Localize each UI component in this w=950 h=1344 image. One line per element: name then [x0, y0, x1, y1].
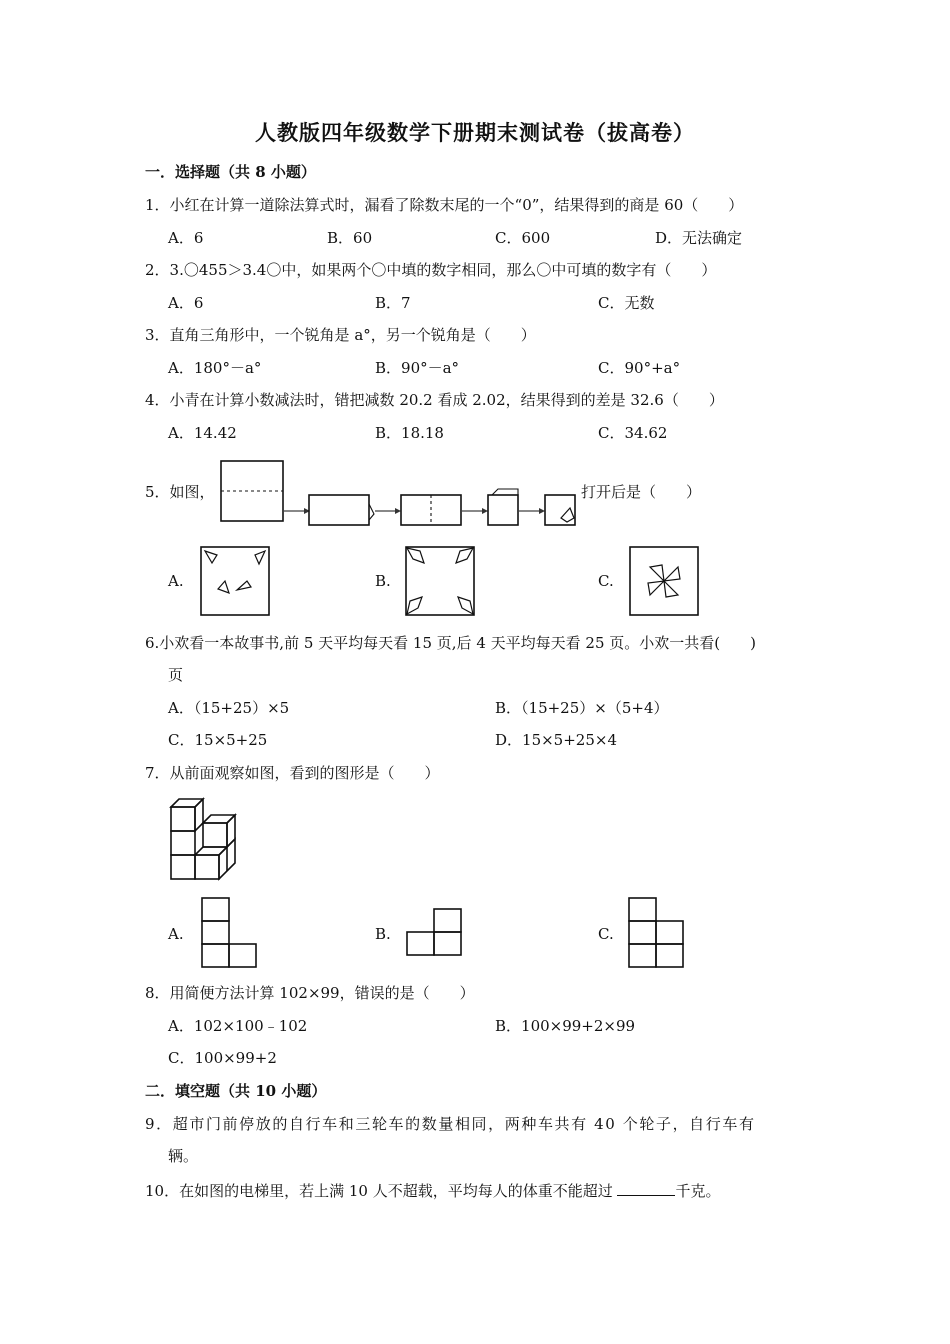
q1-option-b[interactable]: B．60 [327, 229, 373, 247]
question-9-continuation: 辆。 [168, 1147, 199, 1165]
q3-option-a[interactable]: A．180°－a° [168, 359, 262, 377]
q6-option-a[interactable]: A．（15+25）×5 [168, 699, 290, 717]
q5-option-a[interactable]: A. [168, 572, 184, 590]
q7-option-c-figure [627, 896, 687, 970]
q2-option-b[interactable]: B．7 [375, 294, 411, 312]
q6-option-b[interactable]: B．（15+25）×（5+4） [495, 699, 669, 717]
q4-option-b[interactable]: B．18.18 [375, 424, 444, 442]
question-3: 3．直角三角形中，一个锐角是 a°，另一个锐角是（ ） [145, 326, 536, 344]
q2-option-a[interactable]: A．6 [168, 294, 204, 312]
paper-folding-sequence-figure [218, 456, 580, 536]
question-4: 4．小青在计算小数减法时，错把减数 20.2 看成 2.02，结果得到的差是 32.6（ ） [145, 391, 724, 409]
question-6-continuation: 页 [168, 666, 184, 684]
question-10-prefix: 10．在如图的电梯里，若上满 10 人不超载，平均每人的体重不能超过 [145, 1182, 618, 1200]
question-1: 1．小红在计算一道除法算式时，漏看了除数末尾的一个“0”，结果得到的商是 60（ ） [145, 196, 744, 214]
question-2: 2．3.〇455＞3.4〇中，如果两个〇中填的数字相同，那么〇中可填的数字有（ ） [145, 261, 717, 279]
question-9: 9．超市门前停放的自行车和三轮车的数量相同，两种车共有 40 个轮子，自行车有 [145, 1115, 756, 1133]
section-heading-choice: 一．选择题（共 8 小题） [145, 163, 316, 181]
q7-option-a-figure [200, 896, 260, 970]
question-6: 6.小欢看一本故事书,前 5 天平均每天看 15 页,后 4 天平均每天看 25 页。小欢一共看( ) [145, 634, 756, 652]
q5-option-c-figure [628, 545, 700, 617]
q8-option-b[interactable]: B．100×99+2×99 [495, 1017, 636, 1035]
q7-option-a[interactable]: A. [168, 925, 184, 943]
q2-option-c[interactable]: C．无数 [598, 294, 655, 312]
q5-option-b-figure [404, 545, 476, 617]
q7-option-b-figure [405, 907, 465, 959]
question-5-suffix: 打开后是（ ） [581, 483, 702, 501]
q1-option-d[interactable]: D．无法确定 [655, 229, 743, 247]
q8-option-a[interactable]: A．102×100﹣102 [168, 1017, 308, 1035]
q6-option-d[interactable]: D．15×5+25×4 [495, 731, 617, 749]
q4-option-c[interactable]: C．34.62 [598, 424, 668, 442]
cube-stack-figure [168, 796, 242, 882]
section-heading-fill: 二．填空题（共 10 小题） [145, 1082, 327, 1100]
question-10-suffix: 千克。 [675, 1182, 721, 1200]
q7-option-b[interactable]: B. [375, 925, 391, 943]
q1-option-c[interactable]: C．600 [495, 229, 551, 247]
q4-option-a[interactable]: A．14.42 [168, 424, 237, 442]
q3-option-c[interactable]: C．90°+a° [598, 359, 681, 377]
question-8: 8．用简便方法计算 102×99，错误的是（ ） [145, 984, 475, 1002]
page-title: 人教版四年级数学下册期末测试卷（拔高卷） [255, 120, 695, 145]
q5-option-c[interactable]: C. [598, 572, 614, 590]
question-10 [145, 1180, 721, 1201]
q8-option-c[interactable]: C．100×99+2 [168, 1049, 277, 1067]
question-5-prefix: 5．如图， [145, 483, 215, 501]
q7-option-c[interactable]: C. [598, 925, 614, 943]
q6-option-c[interactable]: C．15×5+25 [168, 731, 268, 749]
q1-option-a[interactable]: A．6 [168, 229, 204, 247]
answer-blank[interactable] [617, 1180, 675, 1196]
question-7: 7．从前面观察如图，看到的图形是（ ） [145, 764, 440, 782]
q5-option-b[interactable]: B. [375, 572, 391, 590]
q3-option-b[interactable]: B．90°－a° [375, 359, 460, 377]
q5-option-a-figure [199, 545, 271, 617]
